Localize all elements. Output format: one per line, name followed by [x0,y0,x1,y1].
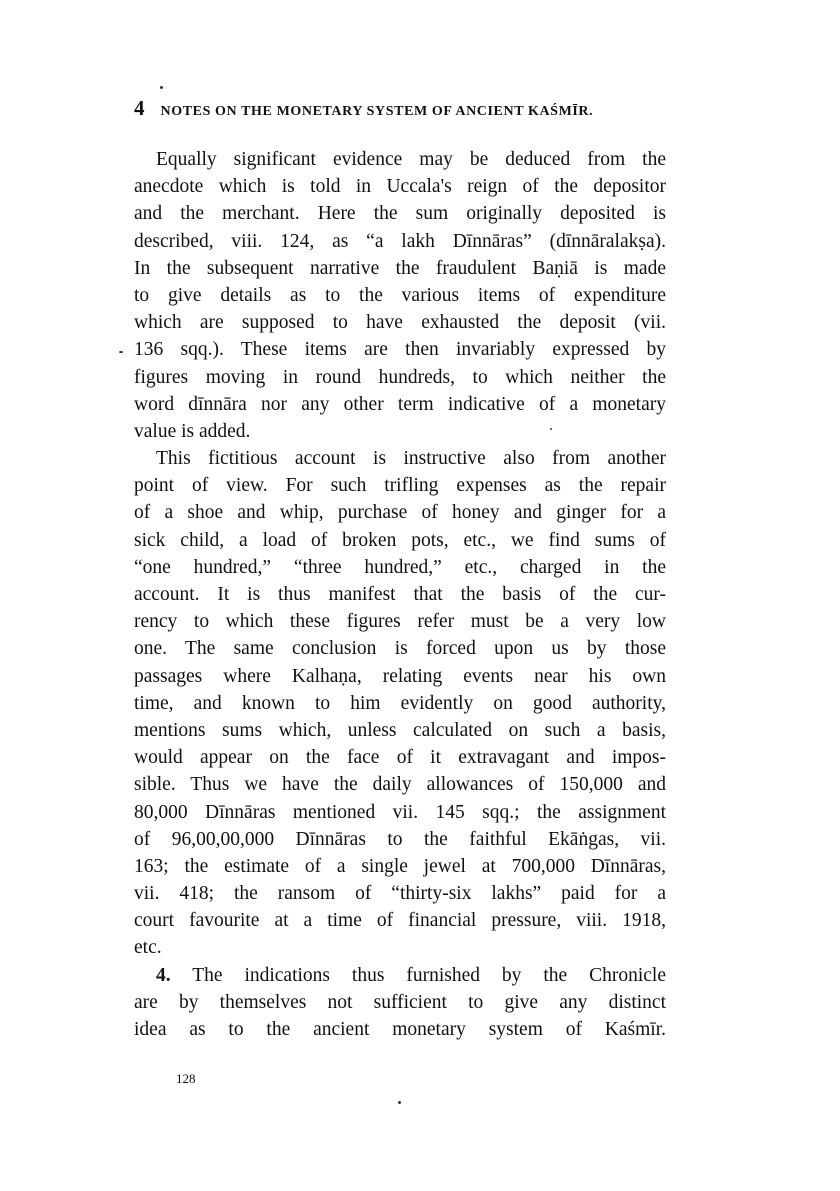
print-speck [398,1101,401,1104]
text-line: figures moving in round hundreds, to which neither the [134,366,666,388]
text-line: of 96,00,00,000 Dīnnāras to the faithful Ekāṅgas, vii. [134,828,666,850]
page-number: 4 [134,96,145,120]
section-number: 4. [156,964,171,986]
text-line: passages where Kalhaṇa, relating events near his own [134,665,666,687]
page-header [134,96,674,122]
text-line: to give details as to the various items of expenditure [134,284,666,306]
text-line: 80,000 Dīnnāras mentioned vii. 145 sqq.; the assignment [134,801,666,823]
text-line: This fictitious account is instructive also from another [156,448,666,470]
text-line: point of view. For such trifling expenses as the repair [134,475,666,497]
text-line: would appear on the face of it extravagant and impos- [134,747,666,769]
body-text [134,146,666,1043]
text-line [134,962,666,989]
text-line: which are supposed to have exhausted the deposit (vii. [134,312,666,334]
text-line: are by themselves not sufficient to give any distinct [134,991,666,1013]
print-speck [550,428,552,430]
print-speck [160,86,163,89]
text-line: word dīnnāra nor any other term indicative of a monetary [134,393,666,415]
text-line: sick child, a load of broken pots, etc., we find sums of [134,529,666,551]
text-line: and the merchant. Here the sum originally deposited is [134,203,666,225]
text-line: court favourite at a time of financial pressure, viii. 1918, [134,910,666,932]
text-line: described, viii. 124, as “a lakh Dīnnāras” (dīnnāralakṣa). [134,230,666,252]
text-line: sible. Thus we have the daily allowances of 150,000 and [134,774,666,796]
text-line-content: The indications thus furnished by the Chronicle [192,964,666,986]
text-line: mentions sums which, unless calculated on such a basis, [134,719,666,741]
text-line: anecdote which is told in Uccala's reign of the depositor [134,176,666,198]
text-line: idea as to the ancient monetary system of Kaśmīr. [134,1019,666,1040]
text-line: vii. 418; the ransom of “thirty-six lakhs” paid for a [134,883,666,905]
text-line: one. The same conclusion is forced upon us by those [134,638,666,660]
running-title: NOTES ON THE MONETARY SYSTEM OF ANCIENT KAŚMĪR. [160,104,594,119]
text-line: 163; the estimate of a single jewel at 700,000 Dīnnāras, [134,855,666,877]
text-line: 136 sqq.). These items are then invariably expressed by [134,339,666,361]
text-line: Equally significant evidence may be deduced from the [156,149,666,170]
text-line: of a shoe and whip, purchase of honey and ginger for a [134,502,666,524]
text-line: value is added. [134,420,251,442]
text-line: time, and known to him evidently on good authority, [134,692,666,714]
text-line: account. It is thus manifest that the basis of the cur- [134,584,666,605]
signature-number: 128 [176,1071,196,1086]
text-line: etc. [134,937,162,959]
text-line: “one hundred,” “three hundred,” etc., charged in the [134,556,666,578]
text-line: In the subsequent narrative the fraudulent Baṇiā is made [134,257,666,279]
text-line: rency to which these figures refer must be a very low [134,611,666,633]
print-speck [119,351,123,353]
